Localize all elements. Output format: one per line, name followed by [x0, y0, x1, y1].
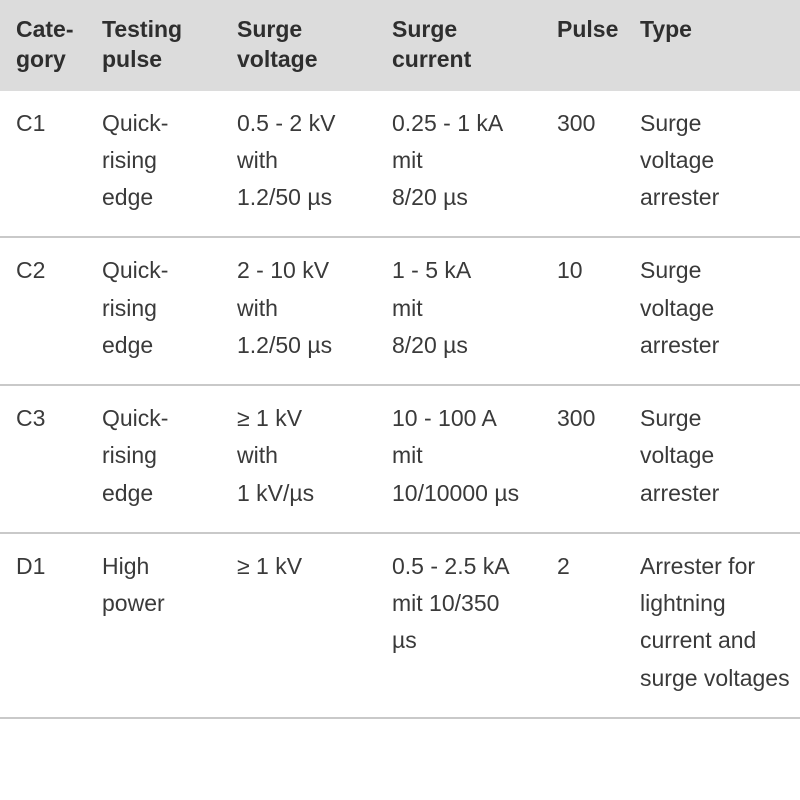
column-header-surge-current: Surge current [382, 0, 547, 91]
cell-type: Arrester for lightning current and surge voltages [630, 533, 800, 718]
cell-category: C1 [0, 91, 92, 238]
cell-testing-pulse: High power [92, 533, 227, 718]
cell-category: C3 [0, 385, 92, 533]
cell-pulse: 10 [547, 237, 630, 385]
cell-testing-pulse: Quick- rising edge [92, 91, 227, 238]
cell-surge-voltage: 2 - 10 kV with 1.2/50 µs [227, 237, 382, 385]
cell-surge-voltage: ≥ 1 kV [227, 533, 382, 718]
column-header-pulse: Pulse [547, 0, 630, 91]
table-header [0, 0, 800, 91]
cell-type: Surge voltage arrester [630, 91, 800, 238]
column-header-surge-voltage: Surge voltage [227, 0, 382, 91]
column-header-category: Cate- gory [0, 0, 92, 91]
table-row [0, 91, 800, 238]
cell-type: Surge voltage arrester [630, 237, 800, 385]
table-row [0, 533, 800, 718]
cell-surge-current: 0.5 - 2.5 kA mit 10/350 µs [382, 533, 547, 718]
cell-pulse: 300 [547, 385, 630, 533]
cell-testing-pulse: Quick- rising edge [92, 385, 227, 533]
cell-type: Surge voltage arrester [630, 385, 800, 533]
cell-pulse: 300 [547, 91, 630, 238]
cell-category: C2 [0, 237, 92, 385]
cell-surge-current: 1 - 5 kA mit 8/20 µs [382, 237, 547, 385]
cell-surge-current: 0.25 - 1 kA mit 8/20 µs [382, 91, 547, 238]
cell-testing-pulse: Quick- rising edge [92, 237, 227, 385]
table-body [0, 91, 800, 718]
column-header-testing-pulse: Testing pulse [92, 0, 227, 91]
table-row [0, 237, 800, 385]
column-header-type: Type [630, 0, 800, 91]
cell-surge-current: 10 - 100 A mit 10/10000 µs [382, 385, 547, 533]
table-row [0, 385, 800, 533]
table-header-row [0, 0, 800, 91]
cell-surge-voltage: ≥ 1 kV with 1 kV/µs [227, 385, 382, 533]
cell-category: D1 [0, 533, 92, 718]
cell-surge-voltage: 0.5 - 2 kV with 1.2/50 µs [227, 91, 382, 238]
cell-pulse: 2 [547, 533, 630, 718]
